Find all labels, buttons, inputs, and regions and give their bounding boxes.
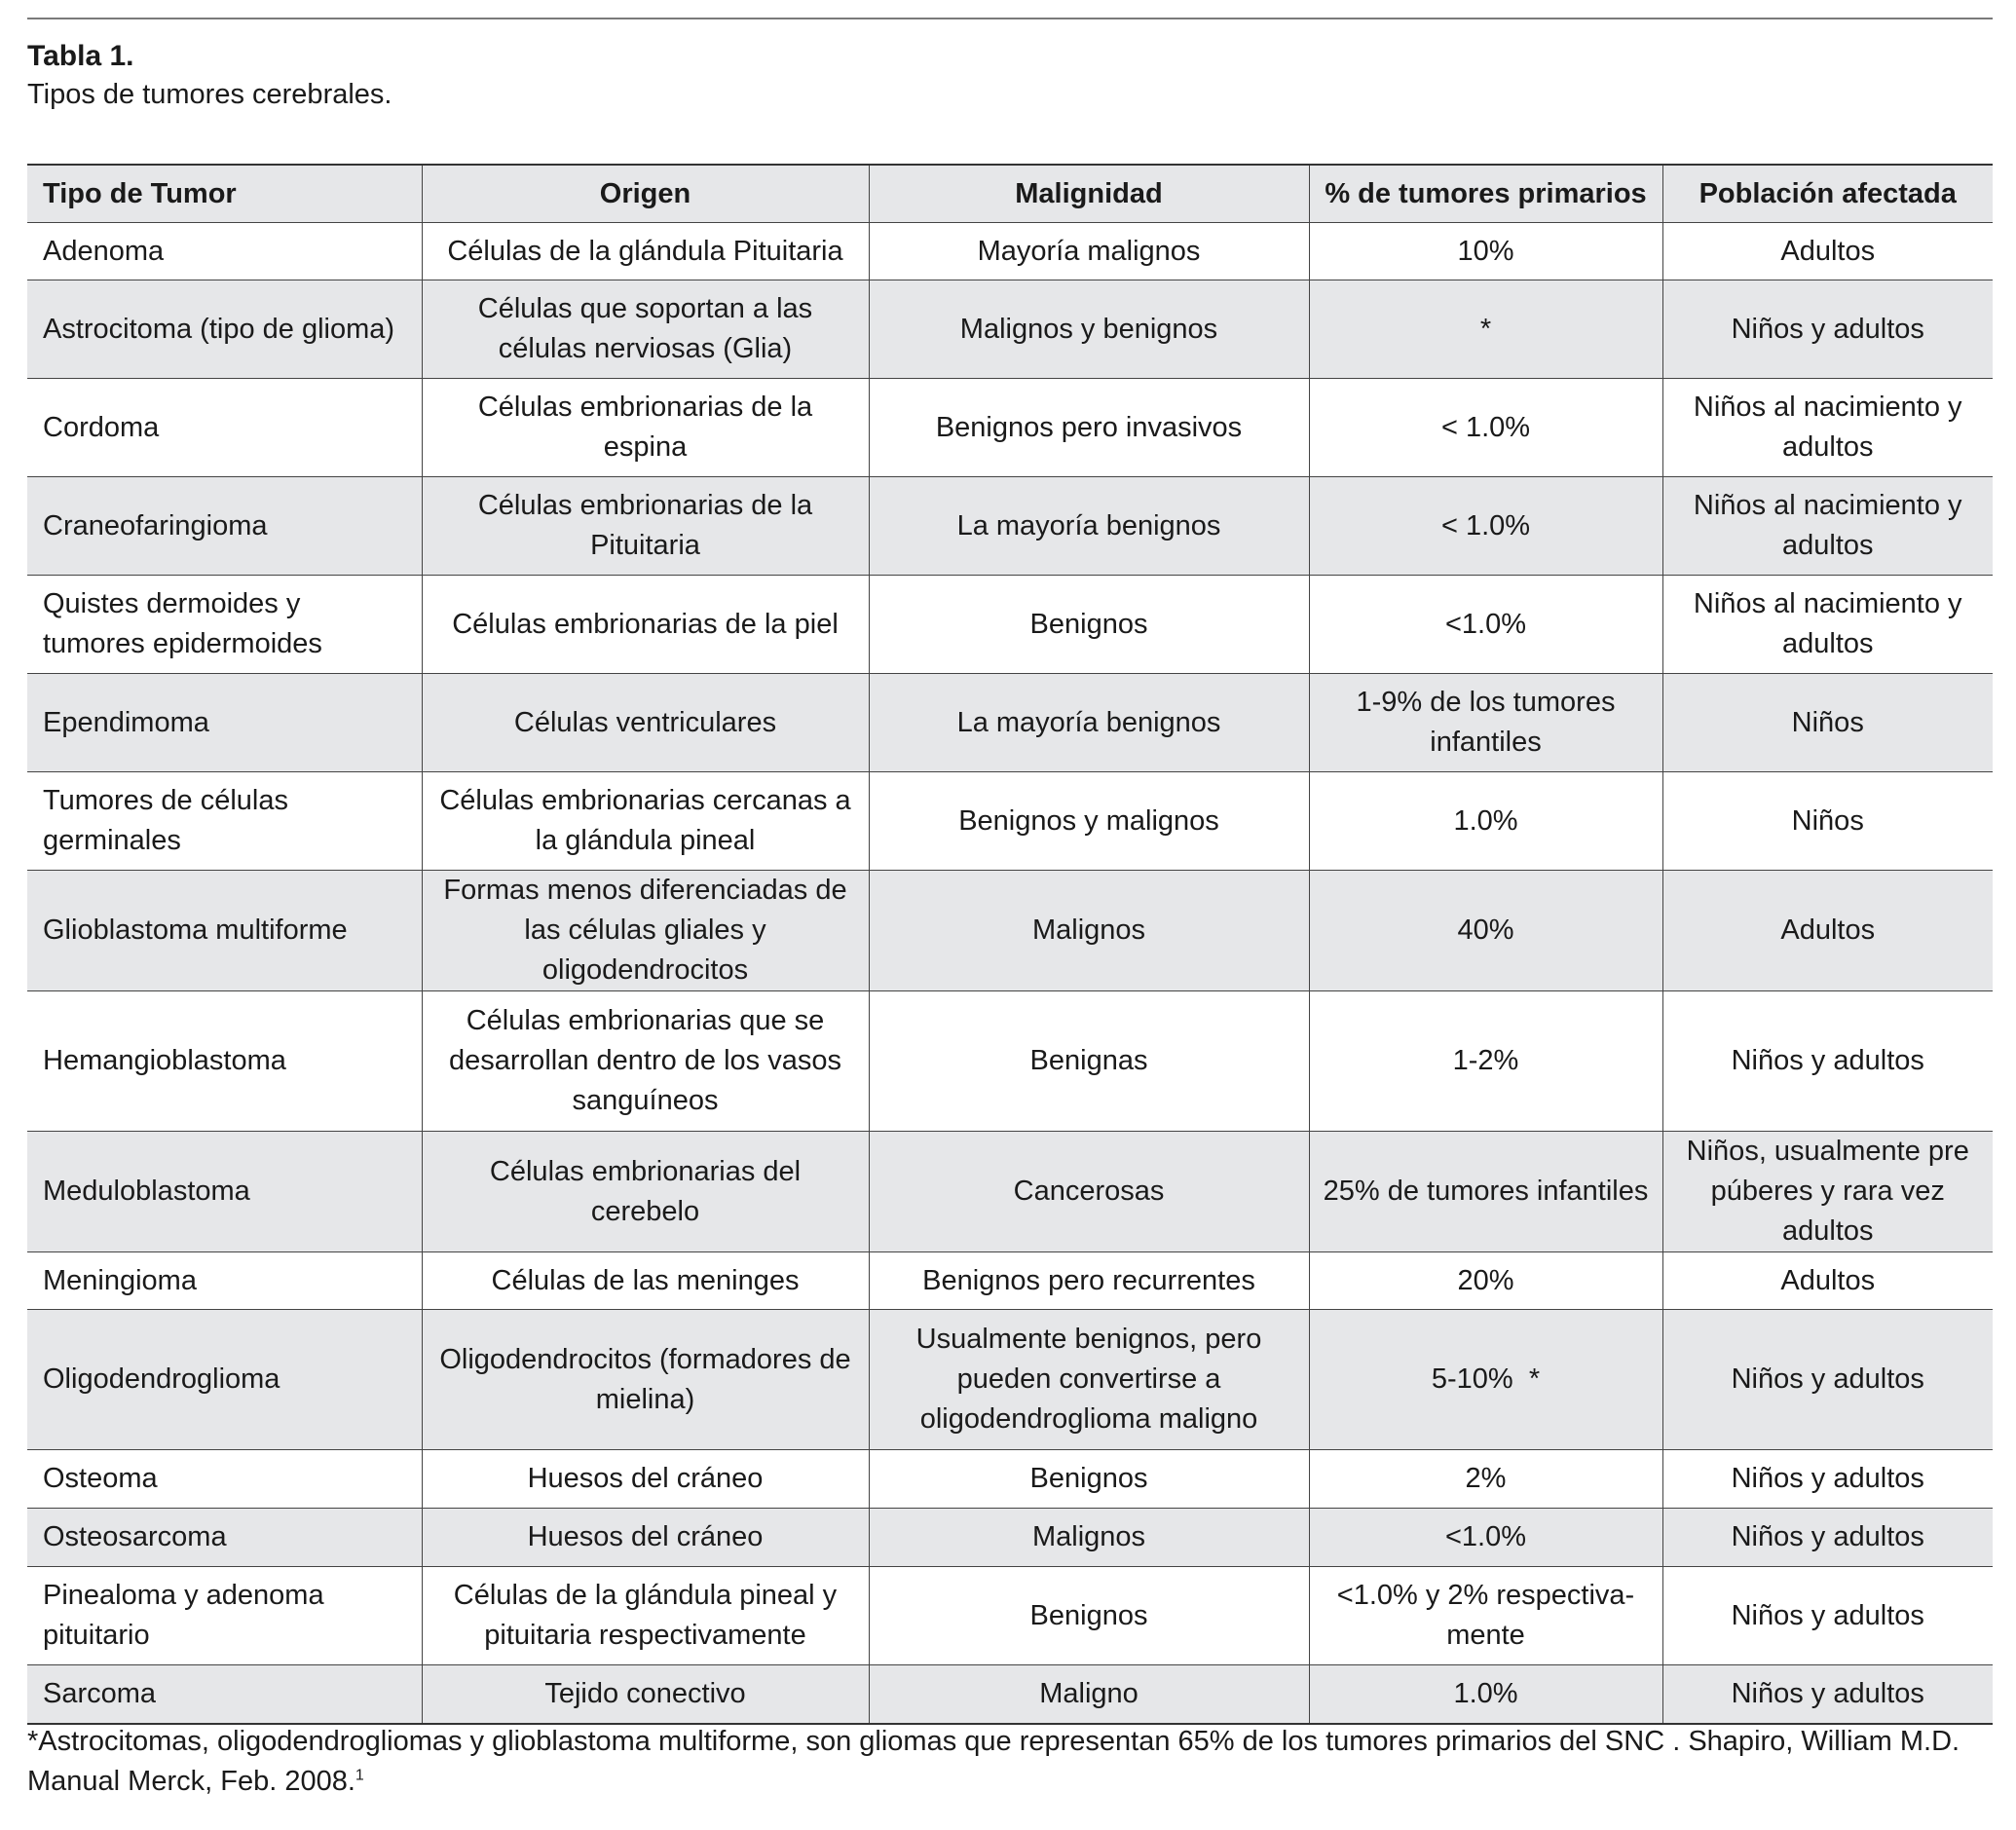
cell-porcentaje: 1.0% [1309,1665,1662,1724]
cell-porcentaje: < 1.0% [1309,477,1662,576]
cell-porcentaje: 5-10% * [1309,1310,1662,1450]
cell-tipo: Tumores de células germinales [27,772,422,871]
cell-porcentaje: 20% [1309,1252,1662,1310]
cell-origen: Huesos del cráneo [422,1450,869,1509]
cell-porcentaje: 2% [1309,1450,1662,1509]
table-label: Tabla 1. [27,40,134,72]
header-tipo-de-tumor: Tipo de Tumor [27,165,422,223]
cell-poblacion: Niños [1662,772,1993,871]
cell-malignidad: Benignos [869,576,1309,674]
cell-poblacion: Niños y adultos [1662,1509,1993,1567]
cell-porcentaje: 25% de tumores infantiles [1309,1132,1662,1252]
cell-tipo: Oligodendroglioma [27,1310,422,1450]
cell-origen: Formas menos diferenciadas de las células gliales y oligodendrocitos [422,871,869,991]
cell-poblacion: Niños al nacimiento y adultos [1662,477,1993,576]
cell-poblacion: Niños y adultos [1662,280,1993,379]
cell-poblacion: Niños y adultos [1662,1450,1993,1509]
cell-poblacion: Niños al nacimiento y adultos [1662,576,1993,674]
cell-porcentaje: 1-2% [1309,991,1662,1132]
cell-origen: Células embrionarias de la Pituitaria [422,477,869,576]
cell-origen: Células de la glándula Pituitaria [422,223,869,280]
table-row [27,674,1993,772]
cell-porcentaje: <1.0% y 2% respectiva-mente [1309,1567,1662,1665]
table-row [27,1310,1993,1450]
table-row [27,477,1993,576]
table-row [27,576,1993,674]
cell-porcentaje: < 1.0% [1309,379,1662,477]
table-header-row [27,165,1993,223]
cell-malignidad: Benignos pero recurrentes [869,1252,1309,1310]
cell-malignidad: Mayoría malignos [869,223,1309,280]
header-porcentaje: % de tumores primarios [1309,165,1662,223]
cell-tipo: Meduloblastoma [27,1132,422,1252]
cell-porcentaje: <1.0% [1309,576,1662,674]
cell-origen: Células de las meninges [422,1252,869,1310]
cell-poblacion: Niños y adultos [1662,1665,1993,1724]
cell-tipo: Glioblastoma multiforme [27,871,422,991]
cell-origen: Células que soportan a las células nerviosas (Glia) [422,280,869,379]
cell-origen: Huesos del cráneo [422,1509,869,1567]
cell-origen: Células embrionarias cercanas a la glándula pineal [422,772,869,871]
cell-porcentaje: <1.0% [1309,1509,1662,1567]
tumor-types-table [27,164,1993,1725]
cell-poblacion: Niños al nacimiento y adultos [1662,379,1993,477]
cell-poblacion: Adultos [1662,871,1993,991]
cell-malignidad: Benignos [869,1450,1309,1509]
table-row [27,772,1993,871]
cell-origen: Células embrionarias del cerebelo [422,1132,869,1252]
table-row [27,379,1993,477]
cell-malignidad: La mayoría benignos [869,477,1309,576]
cell-malignidad: Malignos y benignos [869,280,1309,379]
cell-tipo: Craneofaringioma [27,477,422,576]
cell-origen: Células embrionarias de la piel [422,576,869,674]
table-row [27,223,1993,280]
cell-tipo: Sarcoma [27,1665,422,1724]
cell-malignidad: Malignos [869,871,1309,991]
cell-porcentaje: * [1309,280,1662,379]
cell-poblacion: Adultos [1662,1252,1993,1310]
cell-tipo: Meningioma [27,1252,422,1310]
cell-tipo: Hemangioblastoma [27,991,422,1132]
table-row [27,1567,1993,1665]
cell-tipo: Cordoma [27,379,422,477]
cell-poblacion: Adultos [1662,223,1993,280]
table-row [27,1252,1993,1310]
cell-tipo: Quistes dermoides y tumores epidermoides [27,576,422,674]
cell-poblacion: Niños y adultos [1662,991,1993,1132]
cell-origen: Tejido conectivo [422,1665,869,1724]
cell-poblacion: Niños [1662,674,1993,772]
table-row [27,1509,1993,1567]
cell-tipo: Ependimoma [27,674,422,772]
table-row [27,1450,1993,1509]
cell-tipo: Adenoma [27,223,422,280]
cell-malignidad: Malignos [869,1509,1309,1567]
header-origen: Origen [422,165,869,223]
cell-porcentaje: 10% [1309,223,1662,280]
table-row [27,1665,1993,1724]
footnote-reference: 1 [355,1767,364,1784]
cell-porcentaje: 40% [1309,871,1662,991]
table-caption [27,37,392,113]
table-row [27,1132,1993,1252]
cell-tipo: Osteoma [27,1450,422,1509]
cell-origen: Células ventriculares [422,674,869,772]
table-row [27,991,1993,1132]
cell-tipo: Pinealoma y adenoma pituitario [27,1567,422,1665]
cell-porcentaje: 1.0% [1309,772,1662,871]
cell-malignidad: Benignos [869,1567,1309,1665]
cell-origen: Oligodendrocitos (formadores de mielina) [422,1310,869,1450]
cell-tipo: Osteosarcoma [27,1509,422,1567]
cell-poblacion: Niños y adultos [1662,1310,1993,1450]
cell-origen: Células embrionarias de la espina [422,379,869,477]
cell-porcentaje: 1-9% de los tumores infantiles [1309,674,1662,772]
header-poblacion: Población afectada [1662,165,1993,223]
header-malignidad: Malignidad [869,165,1309,223]
cell-malignidad: Maligno [869,1665,1309,1724]
cell-malignidad: Benignos y malignos [869,772,1309,871]
cell-malignidad: Cancerosas [869,1132,1309,1252]
table-footnote [27,1722,1993,1802]
cell-malignidad: Benignas [869,991,1309,1132]
cell-malignidad: Usualmente benignos, pero pueden convertirse a oligodendroglioma maligno [869,1310,1309,1450]
cell-poblacion: Niños y adultos [1662,1567,1993,1665]
cell-malignidad: Benignos pero invasivos [869,379,1309,477]
cell-origen: Células embrionarias que se desarrollan dentro de los vasos sanguíneos [422,991,869,1132]
table-row [27,280,1993,379]
table-row [27,871,1993,991]
cell-poblacion: Niños, usualmente pre púberes y rara vez adultos [1662,1132,1993,1252]
table-title: Tipos de tumores cerebrales. [27,79,392,110]
top-rule [27,18,1993,19]
cell-malignidad: La mayoría benignos [869,674,1309,772]
cell-origen: Células de la glándula pineal y pituitaria respectivamente [422,1567,869,1665]
footnote-text: *Astrocitomas, oligodendrogliomas y glioblastoma multiforme, son gliomas que representan 65% de los tumores primarios del SNC . Shapiro, William M.D. Manual Merck, Feb. 2008. [27,1726,1960,1797]
cell-tipo: Astrocitoma (tipo de glioma) [27,280,422,379]
